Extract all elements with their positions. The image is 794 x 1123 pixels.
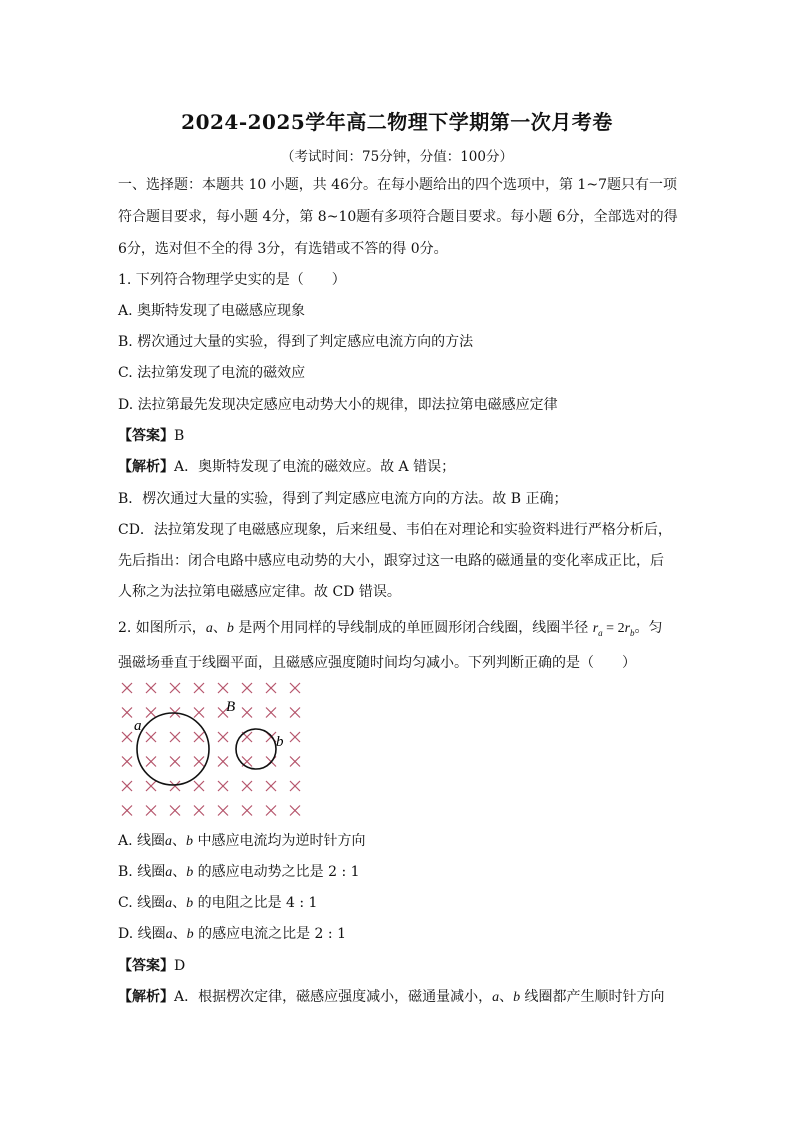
coil-b	[236, 729, 276, 769]
q1-analysis-line-3: CD．法拉第发现了电磁感应现象，后来纽曼、韦伯在对理论和实验资料进行严格分析后，	[118, 522, 672, 538]
field-cross-mark	[122, 757, 132, 767]
coil-a	[137, 713, 209, 785]
field-cross-mark	[290, 781, 300, 791]
field-cross-mark	[170, 757, 180, 767]
q2-stem-line-1: 2. 如图所示，a、b 是两个用同样的导线制成的单匝圆形闭合线圈，线圈半径 $r_a = 2r_b$。匀	[118, 620, 663, 638]
q1-analysis-line-5: 人称之为法拉第电磁感应定律。故 CD 错误。	[118, 584, 401, 600]
field-cross-mark	[170, 806, 180, 816]
field-cross-mark	[242, 806, 252, 816]
field-cross-mark	[146, 732, 156, 742]
field-cross-mark	[290, 683, 300, 693]
label-b: b	[276, 734, 284, 750]
q1-analysis-line-4: 先后指出：闭合电路中感应电动势的大小，跟穿过这一电路的磁通量的变化率成正比，后	[118, 553, 664, 569]
field-cross-mark	[194, 683, 204, 693]
label-B: B	[226, 699, 236, 715]
section-instructions-line-1: 一、选择题：本题共 10 小题，共 46分。在每小题给出的四个选项中，第 1~7题只有一项	[118, 177, 677, 193]
page-title: 2024-2025学年高二物理下学期第一次月考卷	[181, 110, 613, 134]
answer-value: D	[174, 958, 186, 974]
field-cross-mark	[122, 806, 132, 816]
field-cross-mark	[170, 781, 180, 791]
q2-option-b: B. 线圈a、b 的感应电动势之比是 2 : 1	[118, 864, 360, 880]
field-cross-mark	[146, 781, 156, 791]
field-cross-mark	[218, 806, 228, 816]
analysis-text: A．奥斯特发现了电流的磁效应。故 A 错误；	[174, 459, 456, 475]
field-cross-mark	[290, 732, 300, 742]
q1-option-a: A. 奥斯特发现了电磁感应现象	[118, 303, 306, 319]
magnetic-field-figure	[118, 678, 308, 823]
label-a: a	[134, 718, 142, 734]
field-cross-mark	[242, 708, 252, 718]
field-cross-mark	[266, 806, 276, 816]
section-instructions-line-3: 6分，选对但不全的得 3分，有选错或不答的得 0分。	[118, 241, 448, 257]
field-cross-mark	[122, 683, 132, 693]
field-cross-mark	[170, 683, 180, 693]
q1-answer	[118, 427, 184, 445]
q1-option-c: C. 法拉第发现了电流的磁效应	[118, 365, 306, 381]
analysis-tag: 【解析】	[118, 459, 174, 475]
field-cross-mark	[146, 683, 156, 693]
field-cross-mark	[290, 806, 300, 816]
q1-option-d: D. 法拉第最先发现决定感应电动势大小的规律，即法拉第电磁感应定律	[118, 397, 558, 413]
q2-option-d: D. 线圈a、b 的感应电流之比是 2 : 1	[118, 926, 346, 942]
field-cross-mark	[146, 806, 156, 816]
field-cross-mark	[290, 757, 300, 767]
field-cross-mark	[122, 732, 132, 742]
answer-tag: 【答案】	[118, 428, 174, 444]
q1-option-b: B. 楞次通过大量的实验，得到了判定感应电流方向的方法	[118, 334, 474, 350]
field-cross-mark	[242, 781, 252, 791]
field-cross-mark	[146, 757, 156, 767]
field-cross-mark	[194, 708, 204, 718]
radius-formula: $r_a = 2r_b$	[592, 621, 635, 638]
field-cross-mark	[194, 806, 204, 816]
field-cross-mark	[242, 683, 252, 693]
field-cross-mark	[218, 683, 228, 693]
answer-tag: 【答案】	[118, 958, 174, 974]
field-cross-mark	[218, 757, 228, 767]
analysis-tag: 【解析】	[118, 989, 174, 1005]
field-cross-mark	[194, 781, 204, 791]
field-cross-mark	[266, 683, 276, 693]
field-cross-mark	[218, 781, 228, 791]
field-cross-mark	[146, 708, 156, 718]
q1-analysis-line-1	[118, 458, 455, 476]
q2-stem-line-2: 强磁场垂直于线圈平面，且磁感应强度随时间均匀减小。下列判断正确的是（ ）	[118, 655, 636, 671]
field-cross-mark	[170, 732, 180, 742]
field-cross-mark	[194, 732, 204, 742]
exam-info: （考试时间：75分钟，分值：100分）	[281, 149, 513, 165]
q2-analysis-line-1: 【解析】A．根据楞次定律，磁感应强度减小，磁通量减小，a、b 线圈都产生顺时针方向	[118, 989, 665, 1005]
field-cross-mark	[290, 708, 300, 718]
field-cross-mark	[266, 708, 276, 718]
field-diagram	[118, 678, 308, 823]
answer-value: B	[174, 428, 185, 444]
q1-analysis-line-2: B．楞次通过大量的实验，得到了判定感应电流方向的方法。故 B 正确；	[118, 491, 568, 507]
q2-answer	[118, 957, 185, 975]
field-cross-mark	[122, 781, 132, 791]
magnetic-field-crosses	[122, 683, 300, 816]
field-cross-mark	[266, 781, 276, 791]
q2-option-c: C. 线圈a、b 的电阻之比是 4 : 1	[118, 895, 318, 911]
field-cross-mark	[122, 708, 132, 718]
section-instructions-line-2: 符合题目要求，每小题 4分，第 8~10题有多项符合题目要求。每小题 6分，全部选对的得	[118, 209, 678, 225]
q1-stem: 1. 下列符合物理学史实的是（ ）	[118, 272, 346, 288]
q2-option-a: A. 线圈a、b 中感应电流均为逆时针方向	[118, 833, 366, 849]
field-cross-mark	[194, 757, 204, 767]
field-cross-mark	[218, 732, 228, 742]
